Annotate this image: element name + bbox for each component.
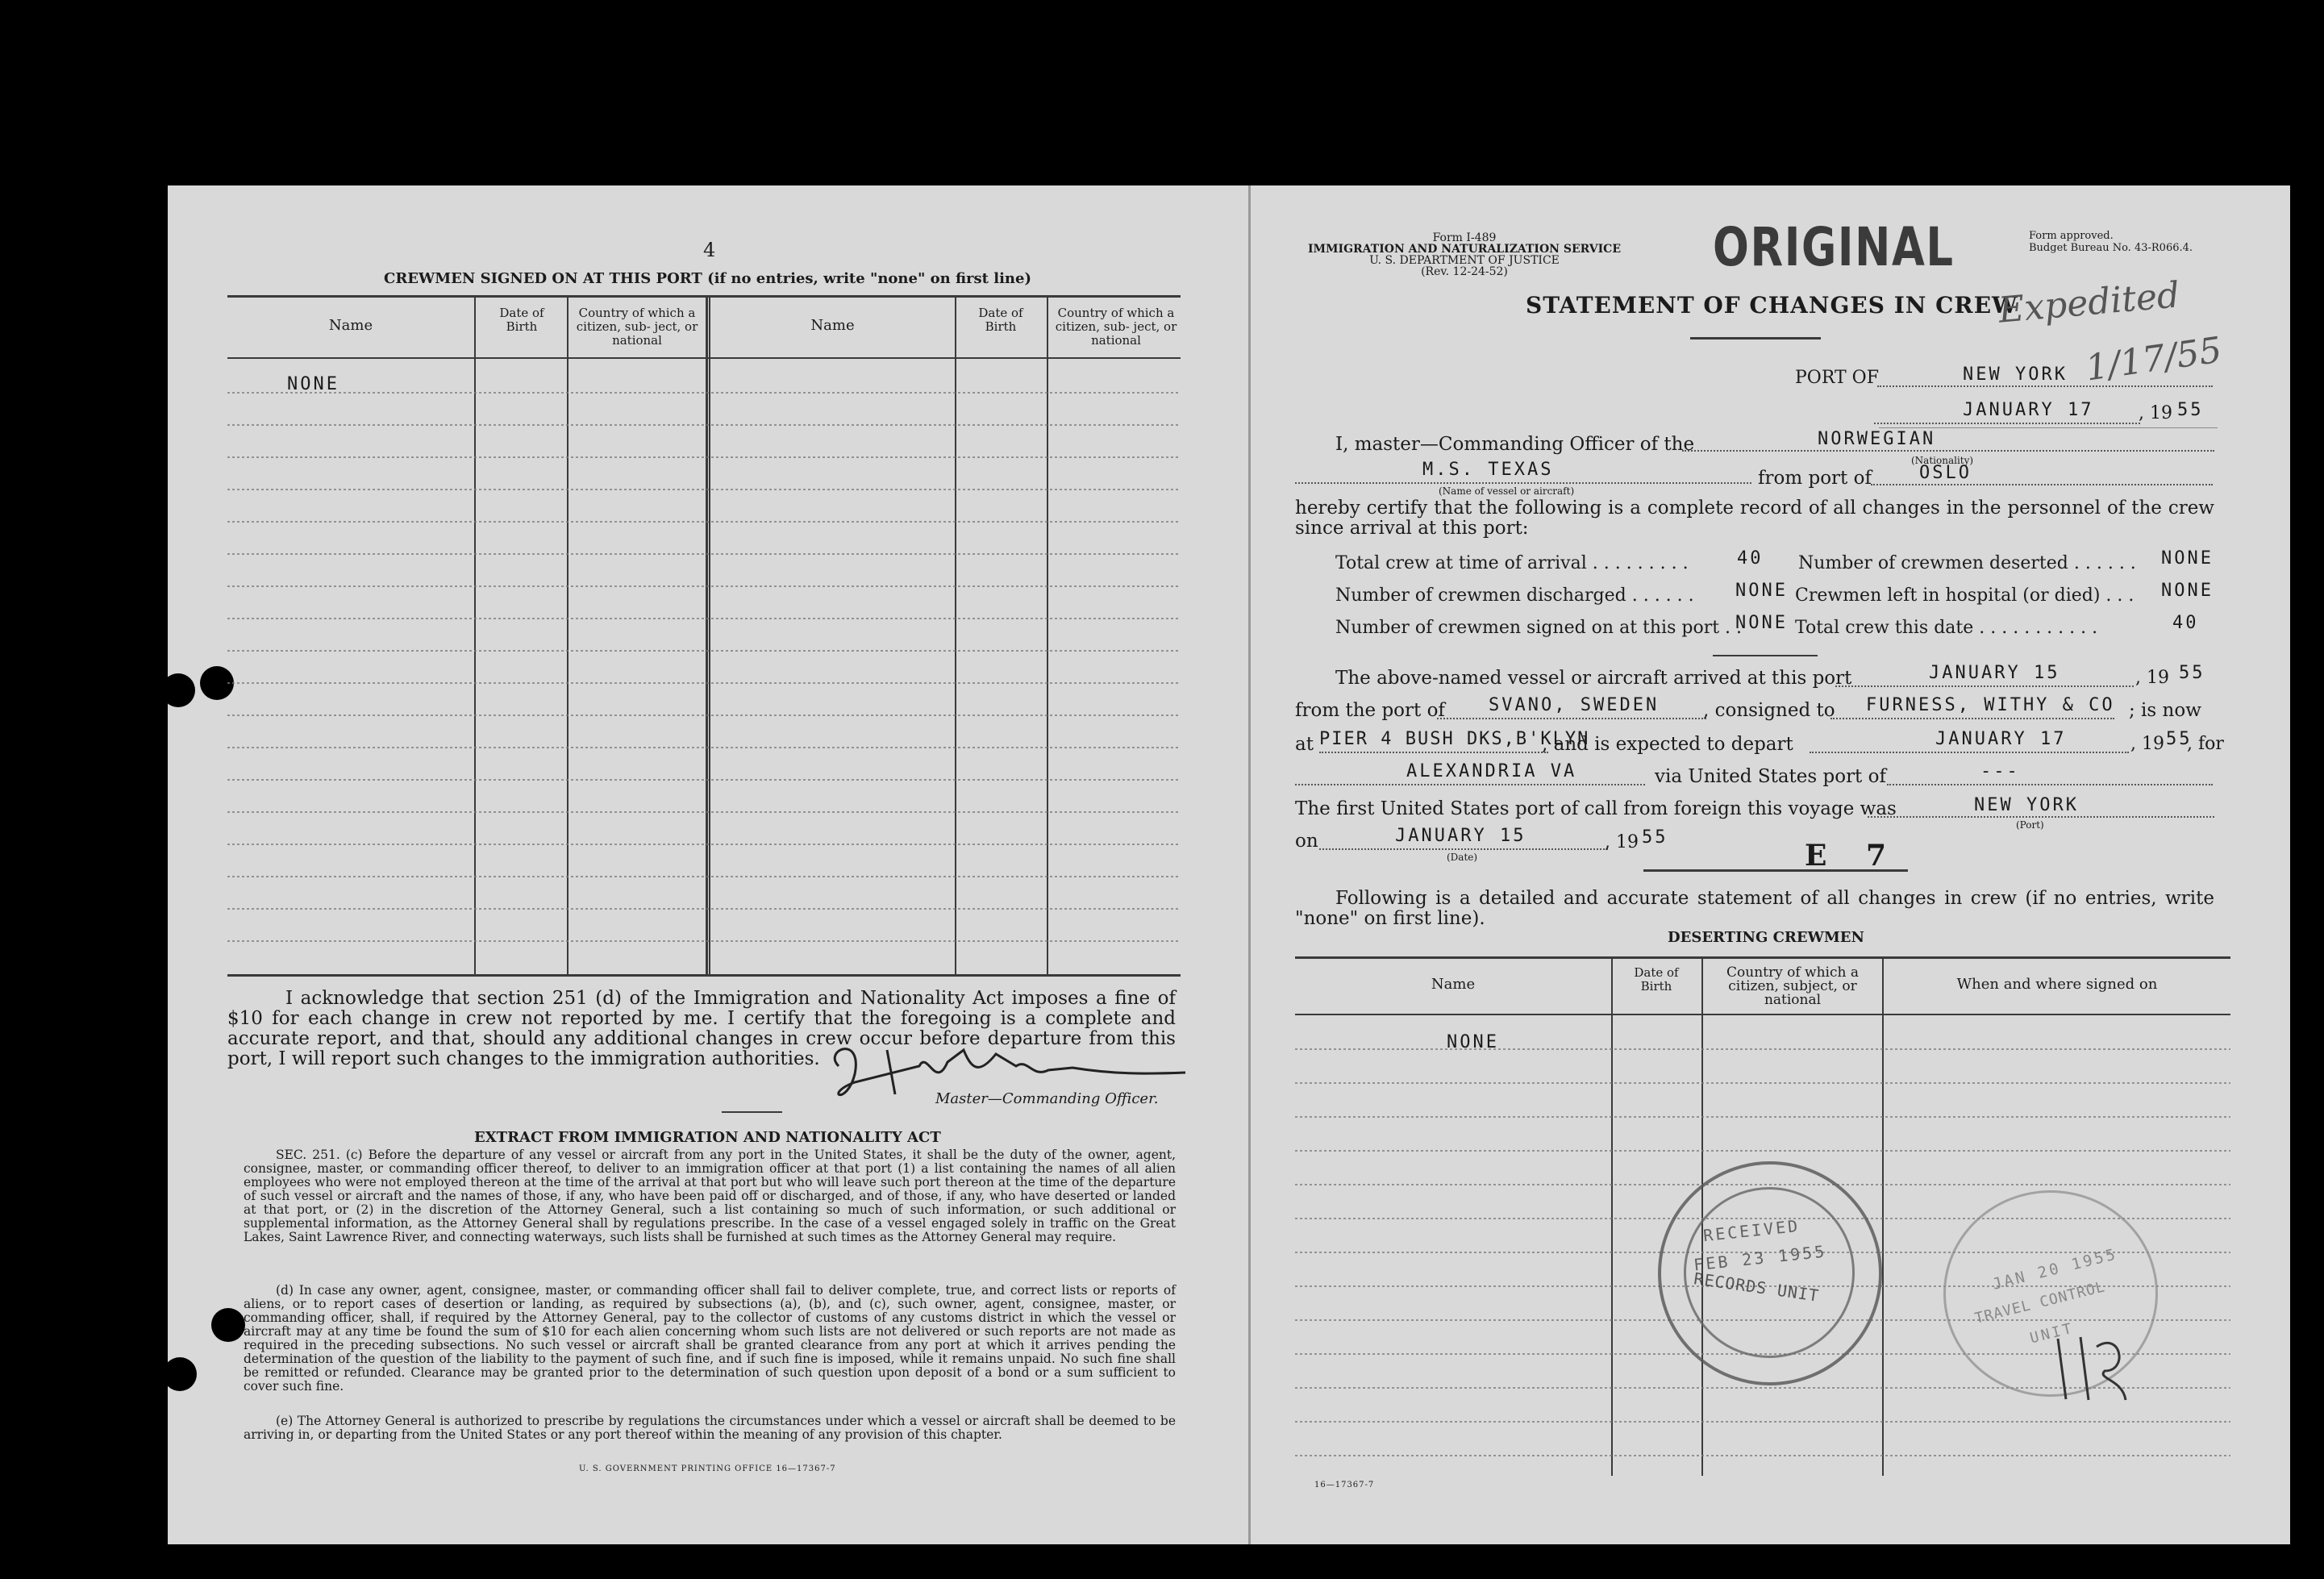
- expected-text: , and is expected to depart: [1542, 734, 1793, 755]
- nationality-value: NORWEGIAN: [1818, 429, 1936, 449]
- table-rule: [227, 974, 1181, 977]
- signed-on-label: Number of crewmen signed on at this port . .: [1335, 618, 1743, 638]
- received-stamp: RECEIVED FEB 23 1955 RECORDS UNIT: [1658, 1161, 1882, 1385]
- field-line: [1319, 752, 1548, 753]
- arrived-date: JANUARY 15: [1929, 663, 2060, 683]
- discharged-label: Number of crewmen discharged . . . . . .: [1335, 585, 1694, 606]
- deserting-entry-none: NONE: [1447, 1032, 1499, 1052]
- deserting-col-country: Country of which a citizen, subject, or national: [1726, 964, 1859, 1008]
- form-info: Form I-489 IMMIGRATION AND NATURALIZATION SERVICE U. S. DEPARTMENT OF JUSTICE (Rev. 12-24-52): [1308, 231, 1621, 278]
- table-rule: [227, 295, 1181, 298]
- field-line: [1835, 685, 2134, 687]
- col-header-name: Name: [328, 317, 373, 334]
- vessel-location: PIER 4 BUSH DKS,B'KLYN: [1319, 729, 1590, 749]
- field-line: [1877, 385, 2213, 387]
- report-date: JANUARY 17: [1963, 400, 2094, 420]
- for-label: , for: [2187, 734, 2224, 754]
- field-line: [1874, 423, 2140, 424]
- consigned-label: , consigned to: [1703, 700, 1835, 721]
- page-fold: [1248, 185, 1251, 1544]
- hospital-label: Crewmen left in hospital (or died) . . .: [1795, 585, 2134, 606]
- port-of-value: NEW YORK: [1963, 365, 2068, 385]
- year-prefix: , 19: [2139, 403, 2172, 423]
- arrived-year: 55: [2179, 663, 2205, 683]
- year-prefix: , 19: [1605, 832, 1639, 852]
- from-the-port-label: from the port of: [1295, 700, 1445, 721]
- origin-port: SVANO, SWEDEN: [1489, 695, 1660, 715]
- deserting-col-signed: When and where signed on: [1956, 976, 2158, 993]
- deserted-value: NONE: [2161, 548, 2214, 569]
- crewmen-signed-title: CREWMEN SIGNED ON AT THIS PORT (if no entries, write "none" on first line): [384, 270, 1031, 287]
- at-label: at: [1295, 734, 1314, 755]
- deserted-label: Number of crewmen deserted . . . . . .: [1798, 553, 2136, 573]
- destination: ALEXANDRIA VA: [1406, 761, 1577, 781]
- nationality-caption: (Nationality): [1911, 455, 1974, 466]
- form-footer: 16—17367-7: [1314, 1481, 1375, 1489]
- divider: [1879, 427, 2218, 428]
- from-port-label: from port of: [1758, 468, 1872, 489]
- following-text: Following is a detailed and accurate statement of all changes in crew (if no entries, write "none" on first line).: [1295, 888, 2214, 929]
- discharged-value: NONE: [1735, 581, 1788, 601]
- crew-entry-none: NONE: [287, 374, 339, 394]
- field-line: [1682, 450, 2214, 452]
- punch-hole: [161, 673, 195, 707]
- consignee: FURNESS, WITHY & CO: [1866, 695, 2115, 715]
- total-date-value: 40: [2172, 613, 2199, 633]
- handwritten-date: 1/17/55: [2083, 329, 2225, 390]
- col-header-dob-2: Date of Birth: [978, 306, 1023, 334]
- first-us-port: NEW YORK: [1974, 795, 2079, 815]
- via-port: ---: [1980, 761, 2020, 781]
- hospital-value: NONE: [2161, 581, 2214, 601]
- col-header-country-2: Country of which a citizen, sub- ject, or national: [1055, 306, 1177, 348]
- col-header-dob: Date of Birth: [499, 306, 544, 334]
- section-e-text: (e) The Attorney General is authorized to prescribe by regulations the circumstances under which a vessel or aircraft shall be deemed to be arriving in, or departing from the United States or any port thereof within the meaning of any provision of this chapter.: [244, 1414, 1176, 1442]
- section-d-text: (d) In case any owner, agent, consignee, master, or commanding officer shall fail to deliver complete, true, and correct lists or reports of aliens, or to report cases of desertion or landing, as required by subsections (a), (b), and (c), such owner, agent, consignee, master, or commanding officer, shall, if required by the Attorney General, pay to the collector of customs of any customs district in which the vessel or aircraft may at any time be found the sum of $10 for each alien concerning whom such lists are not delivered or such reports are not made as required in the preceding subsections. No such vessel or aircraft shall be granted clearance from any port at which it arrives pending the determination of the question of the liability to the payment of such fine, and if such fine is imposed, while it remains unpaid. No such fine shall be remitted or refunded. Clearance may be granted prior to the determination of such question upon deposit of a bond or a sum sufficient to cover such fine.: [244, 1283, 1176, 1394]
- certify-text: hereby certify that the following is a complete record of all changes in the personnel of the crew since arrival at this port:: [1295, 498, 2214, 539]
- field-line: [1887, 784, 2213, 785]
- deserting-col-name: Name: [1431, 976, 1476, 993]
- divider: [1713, 655, 1818, 656]
- year-prefix: , 19: [2130, 734, 2164, 754]
- field-line: [1871, 484, 2213, 485]
- deserting-title: DESERTING CREWMEN: [1668, 929, 1864, 946]
- stamp-scribble: [2048, 1323, 2137, 1411]
- printing-office: U. S. GOVERNMENT PRINTING OFFICE 16—17367-7: [579, 1464, 836, 1473]
- date-caption: (Date): [1447, 852, 1478, 863]
- master-text: I, master—Commanding Officer of the: [1335, 434, 1695, 455]
- year-prefix: , 19: [2135, 668, 2169, 688]
- on-label: on: [1295, 831, 1318, 852]
- field-line: [1810, 752, 2129, 753]
- depart-year: 55: [2166, 729, 2193, 749]
- col-header-country: Country of which a citizen, sub- ject, or national: [576, 306, 698, 348]
- deserting-col-dob: Date of Birth: [1634, 965, 1679, 994]
- first-port-year: 55: [1642, 827, 1668, 848]
- field-line: [1868, 816, 2214, 818]
- report-year: 55: [2177, 400, 2204, 420]
- page-number: 4: [703, 239, 716, 261]
- field-line: [1295, 784, 1645, 785]
- col-header-name-2: Name: [810, 317, 855, 334]
- port-of-label: PORT OF: [1795, 368, 1879, 388]
- total-arrival-label: Total crew at time of arrival . . . . . . . . .: [1335, 553, 1689, 573]
- approval-info: Form approved. Budget Bureau No. 43-R066.4.: [2029, 230, 2193, 254]
- title-underline: [1690, 337, 1821, 340]
- original-stamp: ORIGINAL: [1713, 216, 1955, 278]
- extract-title: EXTRACT FROM IMMIGRATION AND NATIONALITY ACT: [474, 1129, 941, 1146]
- port-caption: (Port): [2016, 819, 2044, 831]
- divider: [722, 1111, 782, 1113]
- table-rule: [1295, 956, 2230, 959]
- vessel-caption: (Name of vessel or aircraft): [1439, 485, 1575, 497]
- signed-on-value: NONE: [1735, 613, 1788, 633]
- signature-caption: Master—Commanding Officer.: [935, 1090, 1159, 1107]
- first-us-port-text: The first United States port of call from foreign this voyage was: [1295, 798, 1897, 819]
- acknowledgment-text: I acknowledge that section 251 (d) of the Immigration and Nationality Act imposes a fine of $10 for each change in crew not reported by me. I certify that the foregoing is a complete and accurate report, and that, should any additional changes in crew occur before departure from this port, I will report such changes to the immigration authorities.: [227, 988, 1176, 1069]
- field-line: [1830, 718, 2114, 719]
- officer-initials: E 7: [1805, 839, 1901, 873]
- statement-title: STATEMENT OF CHANGES IN CREW: [1526, 292, 2018, 319]
- first-port-date: JANUARY 15: [1395, 826, 1526, 846]
- field-line: [1295, 482, 1751, 484]
- total-arrival-value: 40: [1737, 548, 1764, 569]
- section-c-text: SEC. 251. (c) Before the departure of any vessel or aircraft from any port in the United States, it shall be the duty of the owner, agent, consignee, master, or commanding officer thereof, to deliver to an immigration officer at that port (1) a list containing the names of all alien employees who were not employed thereon at the time of the arrival at that port but who will leave such port thereon at the time of the departure of such vessel or aircraft and the names of those, if any, who have been paid off or discharged, and of those, if any, who have deserted or landed at that port, or (2) in the discretion of the Attorney General, such a list containing so much of such information, or such additional or supplemental information, as the Attorney General shall by regulations prescribe. In the case of a vessel engaged solely in traffic on the Great Lakes, Saint Lawrence River, and connecting waterways, such lists shall be furnished at such times as the Attorney General may require.: [244, 1148, 1176, 1244]
- depart-date: JANUARY 17: [1935, 729, 2067, 749]
- punch-hole: [211, 1308, 245, 1342]
- field-line: [1437, 718, 1706, 719]
- handwritten-note: Expedited: [1997, 274, 2182, 331]
- is-now-label: ; is now: [2129, 700, 2201, 721]
- travel-control-stamp: JAN 20 1955 TRAVEL CONTROL UNIT: [1943, 1190, 2158, 1397]
- via-text: via United States port of: [1655, 766, 1886, 787]
- table-row-lines: [227, 359, 1181, 974]
- total-date-label: Total crew this date . . . . . . . . . . .: [1795, 618, 2098, 638]
- arrived-text: The above-named vessel or aircraft arrived at this port: [1335, 668, 1852, 689]
- field-line: [1319, 848, 1608, 850]
- punch-hole: [163, 1357, 197, 1391]
- vessel-name: M.S. TEXAS: [1422, 460, 1554, 480]
- from-port-value: OSLO: [1919, 463, 1972, 483]
